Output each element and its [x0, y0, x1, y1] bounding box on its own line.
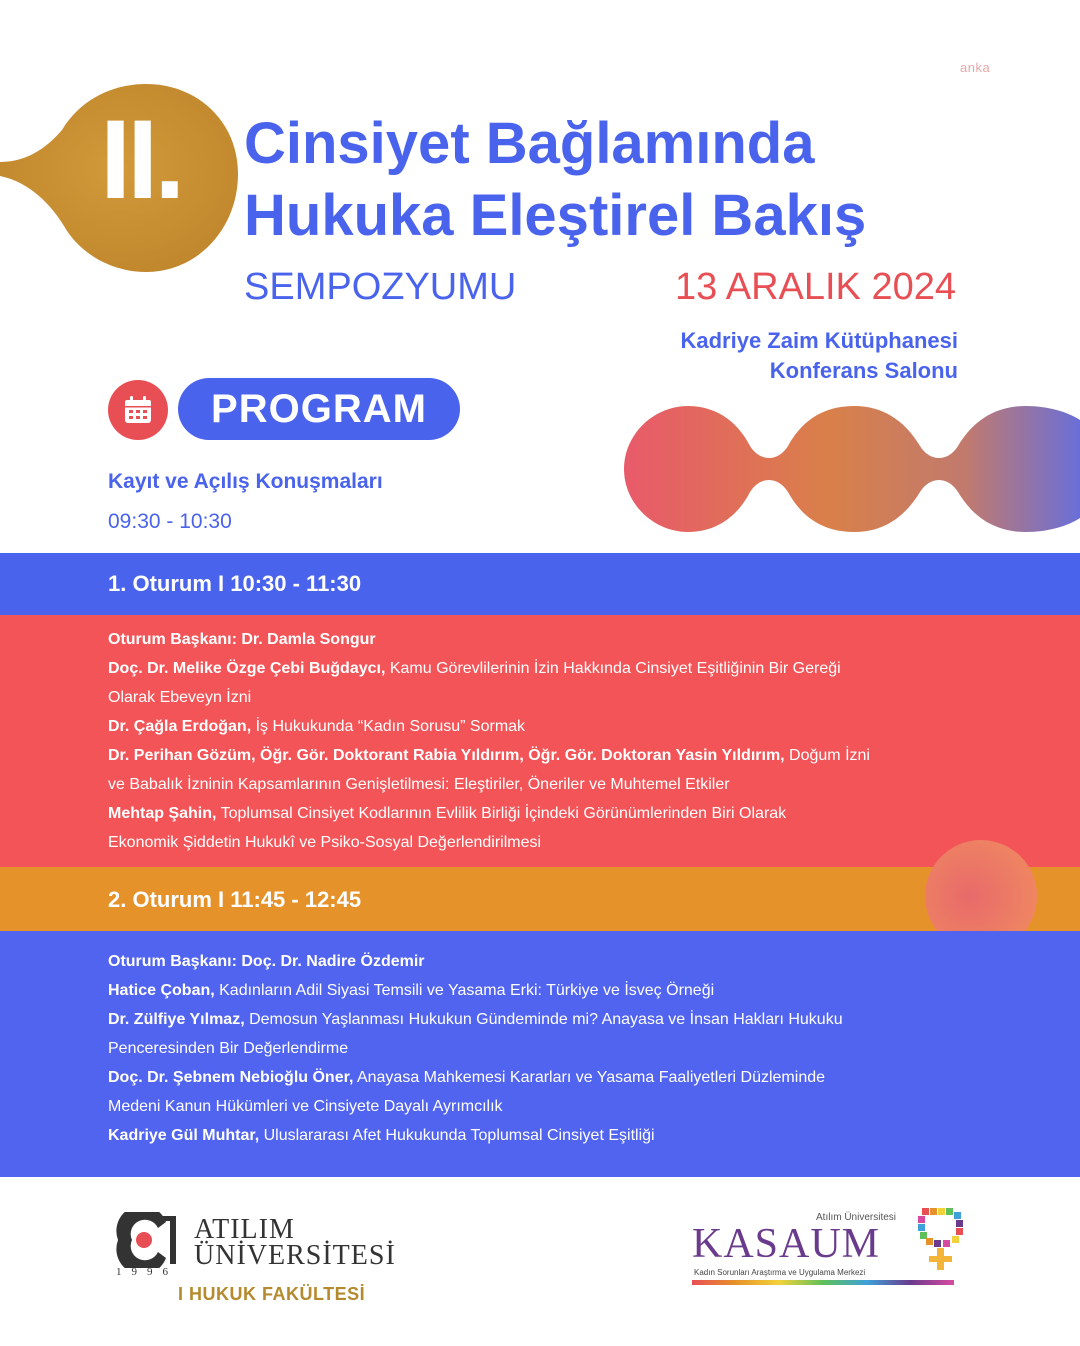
talk-title: ve Babalık İzninin Kapsamlarının Genişletilmesi: Eleştiriler, Öneriler ve Muhtemel Etkiler	[108, 776, 730, 793]
session-1-body-band	[0, 615, 1080, 867]
talk-title: Demosun Yaşlanması Hukukun Gündeminde mi? Anayasa ve İnsan Hakları Hukuku	[244, 1011, 843, 1028]
speaker-name: Dr. Perihan Gözüm, Öğr. Gör. Doktorant Rabia Yıldırım, Öğr. Gör. Doktoran Yasin Yıldırım,	[108, 747, 785, 764]
speaker-name: Doç. Dr. Şebnem Nebioğlu Öner,	[108, 1069, 354, 1086]
title-line-2: Hukuka Eleştirel Bakış	[244, 183, 867, 248]
page-title	[244, 108, 866, 252]
talk-title: Toplumsal Cinsiyet Kodlarının Evlilik Birliği İçindeki Görünümlerinden Biri Olarak	[216, 805, 787, 822]
event-date: 13 ARALIK 2024	[675, 266, 956, 308]
calendar-icon	[122, 394, 154, 426]
kasaum-university: Atılım Üniversitesi	[816, 1212, 897, 1223]
talk-title: Kamu Görevlilerinin İzin Hakkında Cinsiyet Eşitliğinin Bir Gereği	[385, 660, 841, 677]
talk-line	[108, 1121, 988, 1150]
speaker-name: Hatice Çoban,	[108, 982, 215, 999]
venue	[558, 326, 958, 386]
atilim-year: 1996	[116, 1266, 178, 1278]
talk-line	[108, 947, 988, 976]
subtitle: SEMPOZYUMU	[244, 266, 517, 308]
calendar-badge	[108, 380, 168, 440]
session-2-title: 2. Oturum I 11:45 - 12:45	[108, 887, 362, 912]
talk-line	[108, 1092, 988, 1121]
talk-line	[108, 1005, 988, 1034]
talk-line	[108, 976, 988, 1005]
atilim-emblem-icon	[114, 1212, 186, 1268]
talk-line	[108, 683, 988, 712]
speaker-name: Doç. Dr. Melike Özge Çebi Buğdaycı,	[108, 660, 386, 677]
talk-title: Medeni Kanun Hükümleri ve Cinsiyete Dayalı Ayrımcılık	[108, 1098, 503, 1115]
kasaum-logo	[690, 1206, 970, 1296]
program-label: PROGRAM	[178, 378, 460, 440]
watermark: anka	[960, 60, 991, 75]
session-1-talks	[108, 625, 988, 857]
talk-line	[108, 654, 988, 683]
speaker-name: Mehtap Şahin,	[108, 805, 217, 822]
talk-line	[108, 741, 988, 770]
talk-line	[108, 770, 988, 799]
talk-line	[108, 1034, 988, 1063]
atilim-name-line-1: ATILIM	[194, 1214, 295, 1245]
talk-title: Penceresinden Bir Değerlendirme	[108, 1040, 349, 1057]
speaker-name: Oturum Başkanı: Doç. Dr. Nadire Özdemir	[108, 953, 425, 970]
speaker-name: Oturum Başkanı: Dr. Damla Songur	[108, 631, 376, 648]
talk-title: İş Hukukunda “Kadın Sorusu” Sormak	[251, 718, 526, 735]
session-1-title: 1. Oturum I 10:30 - 11:30	[108, 571, 362, 596]
talk-title: Uluslararası Afet Hukukunda Toplumsal Cinsiyet Eşitliği	[259, 1127, 655, 1144]
speaker-name: Dr. Zülfiye Yılmaz,	[108, 1011, 245, 1028]
kasaum-subtitle: Kadın Sorunları Araştırma ve Uygulama Merkezi	[694, 1268, 866, 1277]
roman-numeral: II.	[100, 97, 182, 222]
speaker-name: Kadriye Gül Muhtar,	[108, 1127, 260, 1144]
talk-title: Kadınların Adil Siyasi Temsili ve Yasama Erki: Türkiye ve İsveç Örneği	[214, 982, 715, 999]
talk-line	[108, 799, 988, 828]
talk-title: Doğum İzni	[784, 747, 870, 764]
session-1-header-band	[0, 553, 1080, 615]
session-2-body-band	[0, 931, 1080, 1177]
registration-time: 09:30 - 10:30	[108, 510, 232, 533]
registration-title: Kayıt ve Açılış Konuşmaları	[108, 470, 383, 493]
kasaum-name: KASAUM	[692, 1221, 881, 1267]
female-symbol-icon	[916, 1206, 966, 1278]
talk-line	[108, 625, 988, 654]
venue-line-2: Konferans Salonu	[769, 358, 958, 383]
atilim-logo	[112, 1210, 432, 1310]
kasaum-color-bar	[692, 1280, 954, 1285]
atilim-name-line-2: ÜNİVERSİTESİ	[194, 1240, 396, 1271]
session-2-talks	[108, 947, 988, 1150]
venue-line-1: Kadriye Zaim Kütüphanesi	[680, 328, 958, 353]
talk-line	[108, 712, 988, 741]
talk-title: Ekonomik Şiddetin Hukukî ve Psiko-Sosyal Değerlendirilmesi	[108, 834, 542, 851]
atilim-faculty: I HUKUK FAKÜLTESİ	[178, 1284, 366, 1304]
talk-title: Anayasa Mahkemesi Kararları ve Yasama Faaliyetleri Düzleminde	[353, 1069, 826, 1086]
decorative-blobs	[616, 404, 1080, 534]
speaker-name: Dr. Çağla Erdoğan,	[108, 718, 252, 735]
title-line-1: Cinsiyet Bağlamında	[244, 111, 815, 176]
talk-line	[108, 1063, 988, 1092]
talk-title: Olarak Ebeveyn İzni	[108, 689, 252, 706]
talk-line	[108, 828, 988, 857]
